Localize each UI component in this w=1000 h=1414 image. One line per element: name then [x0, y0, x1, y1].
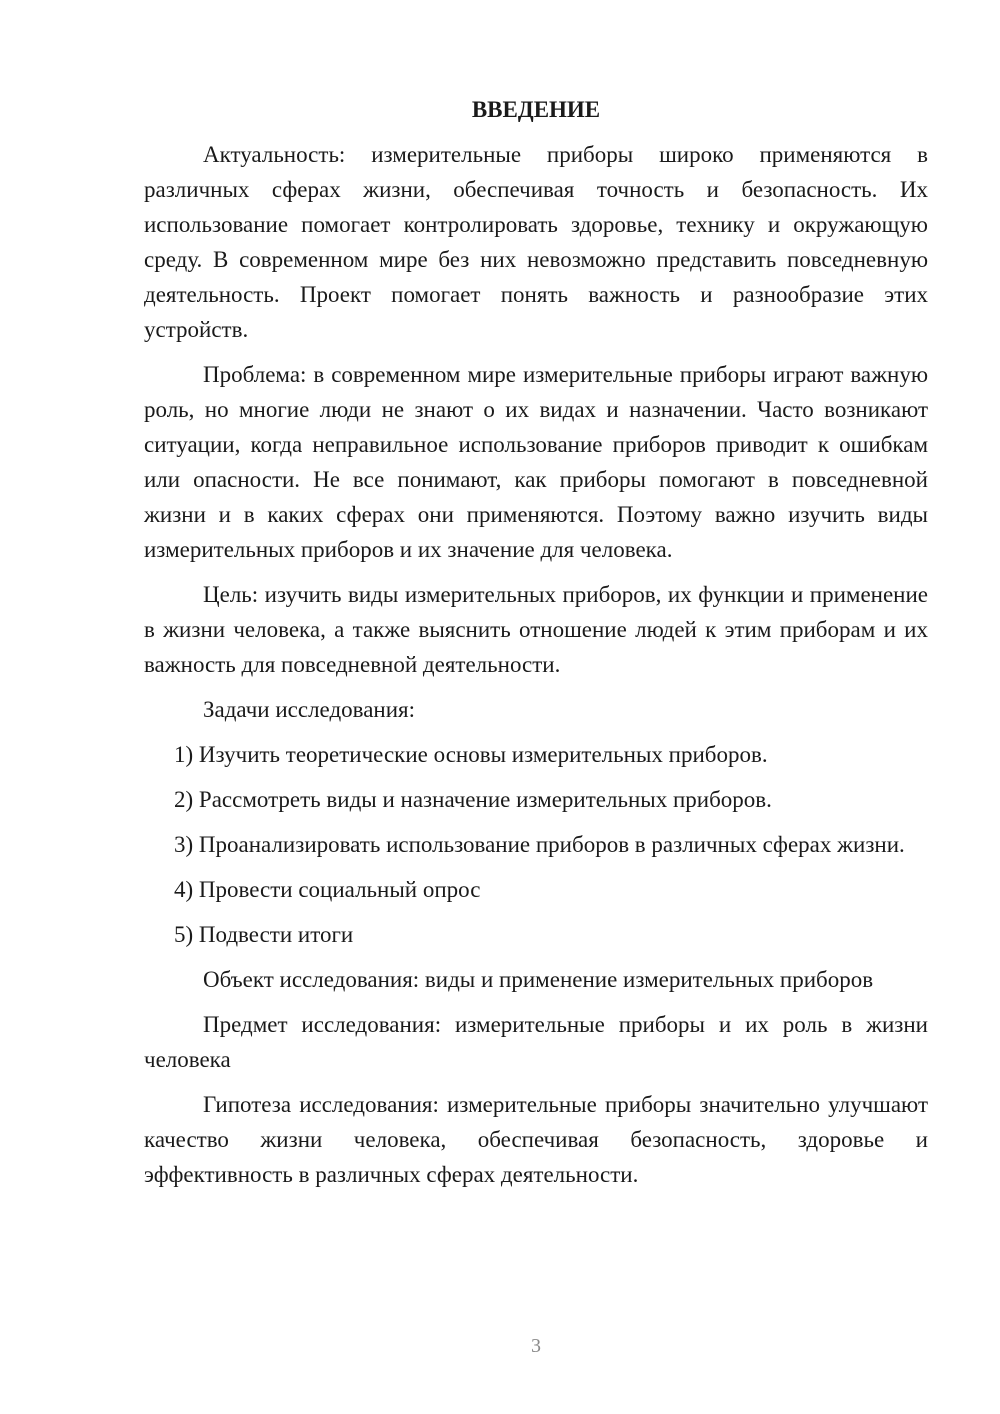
list-item: 1) Изучить теоретические основы измерительных приборов.: [174, 742, 768, 767]
paragraph-goal: Цель: изучить виды измерительных приборов, их функции и применение в жизни человека, а также выяснить отношение людей к этим приборам и их важность для повседневной деятельности.: [144, 582, 928, 677]
paragraph-object: Объект исследования: виды и применение измерительных приборов: [203, 967, 874, 992]
paragraph-problem: Проблема: в современном мире измерительные приборы играют важную роль, но многие люди не знают о их видах и назначении. Часто возникают ситуации, когда неправильное использование приборов приводит к ошибкам или опасности. Не все понимают, как приборы помогают в повседневной жизни и в каких сферах они применяются. Поэтому важно изучить виды измерительных приборов и их значение для человека.: [144, 362, 928, 562]
page-title: ВВЕДЕНИЕ: [471, 97, 601, 122]
paragraph-subject: Предмет исследования: измерительные приборы и их роль в жизни человека: [144, 1012, 928, 1072]
page-content: [144, 92, 928, 1202]
page-number: 3: [531, 1335, 541, 1357]
tasks-title: Задачи исследования:: [203, 697, 416, 722]
list-item: 5) Подвести итоги: [174, 922, 354, 947]
paragraph-hypothesis: Гипотеза исследования: измерительные приборы значительно улучшают качество жизни человека, обеспечивая безопасность, здоровье и эффективность в различных сферах деятельности.: [144, 1092, 928, 1187]
list-item: 4) Провести социальный опрос: [174, 877, 481, 902]
list-item: 3) Проанализировать использование приборов в различных сферах жизни.: [174, 832, 905, 857]
list-item: 2) Рассмотреть виды и назначение измерительных приборов.: [174, 787, 772, 812]
tasks-list: [144, 737, 928, 952]
paragraph-relevance: Актуальность: измерительные приборы широко применяются в различных сферах жизни, обеспечивая точность и безопасность. Их использование помогает контролировать здоровье, технику и окружающую среду. В современном мире без них невозможно представить повседневную деятельность. Проект помогает понять важность и разнообразие этих устройств.: [144, 142, 928, 342]
